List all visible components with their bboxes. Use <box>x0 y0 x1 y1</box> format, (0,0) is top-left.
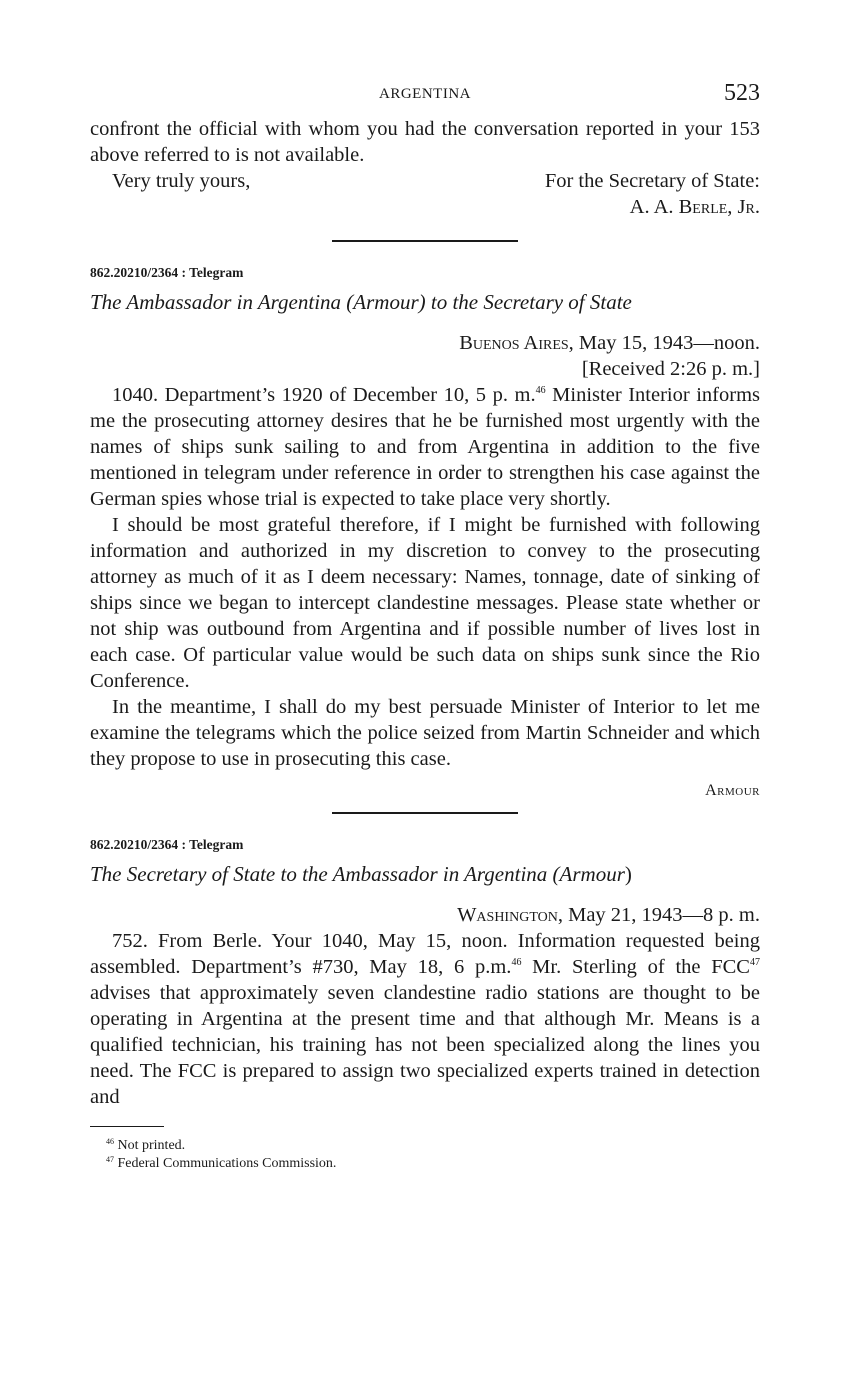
footnote <box>90 1155 760 1173</box>
closing-for-secretary: For the Secretary of State: <box>544 170 760 192</box>
footnote-marker: 46 <box>511 957 522 968</box>
document-page <box>90 80 760 1173</box>
footnote <box>90 1137 760 1155</box>
paragraph-text: 1040. Department’s 1920 of December 10, 5 p. m. <box>112 384 536 406</box>
document-heading <box>90 860 760 888</box>
signature: Armour <box>705 782 760 799</box>
dateline-place: Buenos Aires <box>459 332 569 354</box>
dateline-place: Washington <box>457 904 558 926</box>
telegram-paragraph: In the meantime, I shall do my best persuade Minister of Interior to let me examine the telegrams which the police seized from Martin Schneider and which they propose to use in prosecuting this case. <box>90 696 760 770</box>
heading-text: The Secretary of State to the Ambassador in Argentina ( <box>90 862 560 886</box>
footnote-text: Federal Communications Commission. <box>117 1156 337 1171</box>
closing-line <box>90 168 760 194</box>
paragraph-text: Mr. Sterling of the FCC <box>521 956 750 978</box>
closing-salutation: Very truly yours, <box>112 170 251 192</box>
continued-paragraph: confront the official with whom you had the conversation reported in your 153 above referred to is not available. <box>90 118 760 166</box>
dateline-date: , May 15, 1943—noon. <box>568 332 760 354</box>
telegram-paragraph <box>90 928 760 1110</box>
heading-name: Armour <box>559 862 625 886</box>
footnote-marker: 46 <box>535 385 546 396</box>
heading-text: ) to the Secretary of State <box>418 290 632 314</box>
section-divider <box>332 240 518 242</box>
received-note: [Received 2:26 p. m.] <box>581 358 760 380</box>
dateline <box>90 902 760 928</box>
file-reference: 862.20210/2364 : Telegram <box>90 265 244 280</box>
signer-name: A. A. Berle, Jr. <box>629 196 760 218</box>
footnote-marker: 47 <box>749 957 760 968</box>
paragraph-text: advises that approximately seven clandestine radio stations are thought to be operating in Argentina at the present time and that although Mr. Means is a qualified technician, his training has not been specialized along the lines you need. The FCC is prepared to assign two specialized experts trained in detection and <box>90 982 760 1108</box>
file-reference: 862.20210/2364 : Telegram <box>90 837 244 852</box>
dateline <box>90 330 760 356</box>
footnote-number: 46 <box>106 1137 114 1146</box>
paragraph-text: 752. From Berle. Your 1040, May 15, noon. Information requested being assembled. Department’s #730, May 18, 6 p.m. <box>90 930 760 978</box>
telegram-paragraph: I should be most grateful therefore, if I might be furnished with following information and authorized in my discretion to convey to the prosecuting attorney as much of it as I deem necessary: Names, tonnage, date of sinking of ships since we began to intercept clandestine messages. Please state whether or not ship was outbound from Argentina and if possible number of lives lost in each case. Of particular value would be such data on ships sunk since the Rio Conference. <box>90 514 760 692</box>
telegram-paragraph <box>90 382 760 512</box>
paragraph-text: Minister Interior informs me the prosecuting attorney desires that he be furnished most urgently with the names of ships sunk sailing to and from Argentina in addition to the five mentioned in telegram under reference in order to strengthen his case against the German spies whose trial is expected to take place very shortly. <box>90 384 760 510</box>
document-heading <box>90 288 760 316</box>
heading-text: ) <box>624 862 632 886</box>
dateline-date: , May 21, 1943—8 p. m. <box>557 904 760 926</box>
footnote-text: Not printed. <box>117 1138 186 1153</box>
heading-name: Armour <box>353 290 419 314</box>
footnote-divider <box>90 1126 164 1127</box>
running-head <box>90 80 760 116</box>
page-number: 523 <box>724 80 760 106</box>
section-divider <box>332 812 518 814</box>
running-title: ARGENTINA <box>379 86 471 102</box>
footnote-number: 47 <box>106 1155 114 1164</box>
heading-text: The Ambassador in Argentina ( <box>90 290 354 314</box>
